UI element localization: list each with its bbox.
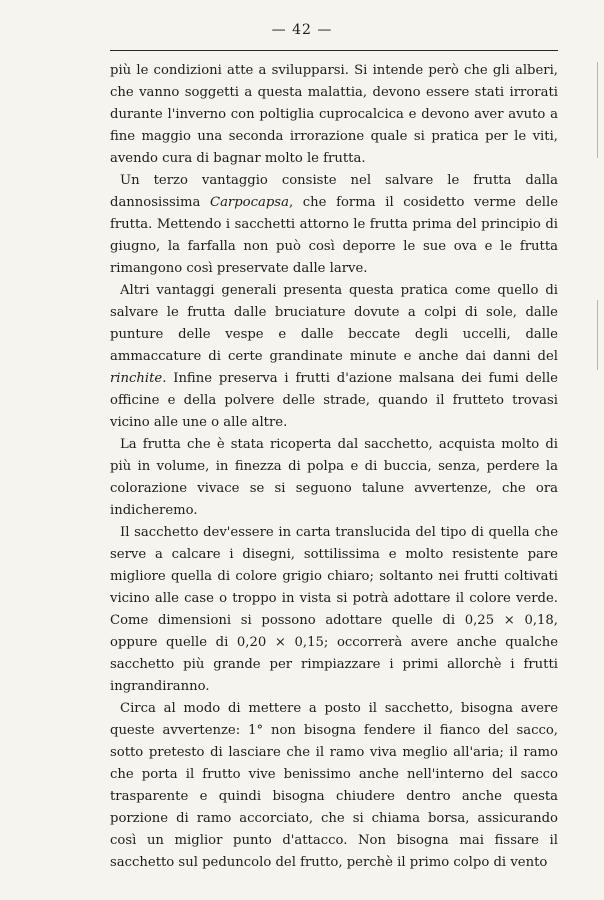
carpocapsa-term: Carpocapsa (209, 195, 289, 210)
page-number: — 42 — (271, 22, 333, 38)
scan-margin-mark (597, 62, 598, 122)
paragraph-4: La frutta che è stata ricoperta dal sacchetto, acquista molto di più in volume, in finezza di polpa e di buccia, senza, perdere la colorazione vivace se si seguono talune avvertenze, che ora indicheremo. (110, 437, 558, 518)
header-rule (110, 50, 558, 51)
scan-margin-mark (597, 118, 598, 158)
rinchite-term: rinchite (110, 371, 163, 386)
paragraph-1: più le condizioni atte a svilupparsi. Si intende però che gli alberi, che vanno soggetti a questa malattia, devono essere stati irrorati durante l'inverno con poltiglia cuprocalcica e devono aver avuto a fine maggio una seconda irrorazione quale si pratica per le viti, avendo cura di bagnar molto le frutta. (110, 63, 558, 166)
paragraph-2-text-a: Un terzo vantaggio consiste nel salvare le frutta dalla dannosissima (110, 173, 558, 210)
paragraph-5: Il sacchetto dev'essere in carta translucida del tipo di quella che serve a calcare i disegni, sottilissima e molto resistente pare migliore quella di colore grigio chiaro; soltanto nei frutti coltivati vicino alle case o troppo in vista si potrà adottare il colore verde. Come dimensioni si possono adottare quelle di 0,25 × 0,18, oppure quelle di 0,20 × 0,15; occorrerà avere anche qualche sacchetto più grande per rimpiazzare i primi allorchè i frutti ingrandiranno. (110, 525, 558, 694)
paragraph-2-text-b: , che forma il cosidetto verme delle frutta. Mettendo i sacchetti attorno le frutta prima del principio di giugno, la farfalla non può così deporre le sue ova e le frutta rimangono così preservate dalle larve. (110, 195, 559, 276)
paragraph-6: Circa al modo di mettere a posto il sacchetto, bisogna avere queste avvertenze: 1° non bisogna fendere il fianco del sacco, sotto pretesto di lasciare che il ramo viva meglio all'aria; il ramo che porta il frutto vive benissimo anche nell'interno del sacco trasparente e quindi bisogna chiudere dentro anche questa porzione di ramo accorciato, che si chiama borsa, assicurando così un miglior punto d'attacco. Non bisogna mai fissare il sacchetto sul peduncolo del frutto, perchè il primo colpo di vento (110, 701, 558, 870)
body-text (110, 60, 558, 874)
scan-margin-mark (597, 300, 598, 370)
paragraph-3-text-b: . Infine preserva i frutti d'azione malsana dei fumi delle officine e della polvere delle strade, quando il frutteto trovasi vicino alle une o alle altre. (110, 371, 558, 430)
paragraph-2 (110, 170, 558, 280)
paragraph-3-text-a: Altri vantaggi generali presenta questa pratica come quello di salvare le frutta dalle bruciature dovute a colpi di sole, dalle punture delle vespe e dalle beccate degli uccelli, dalle ammaccature di certe grandinate minute e anche dai danni del (110, 283, 558, 364)
paragraph-3 (110, 280, 558, 434)
